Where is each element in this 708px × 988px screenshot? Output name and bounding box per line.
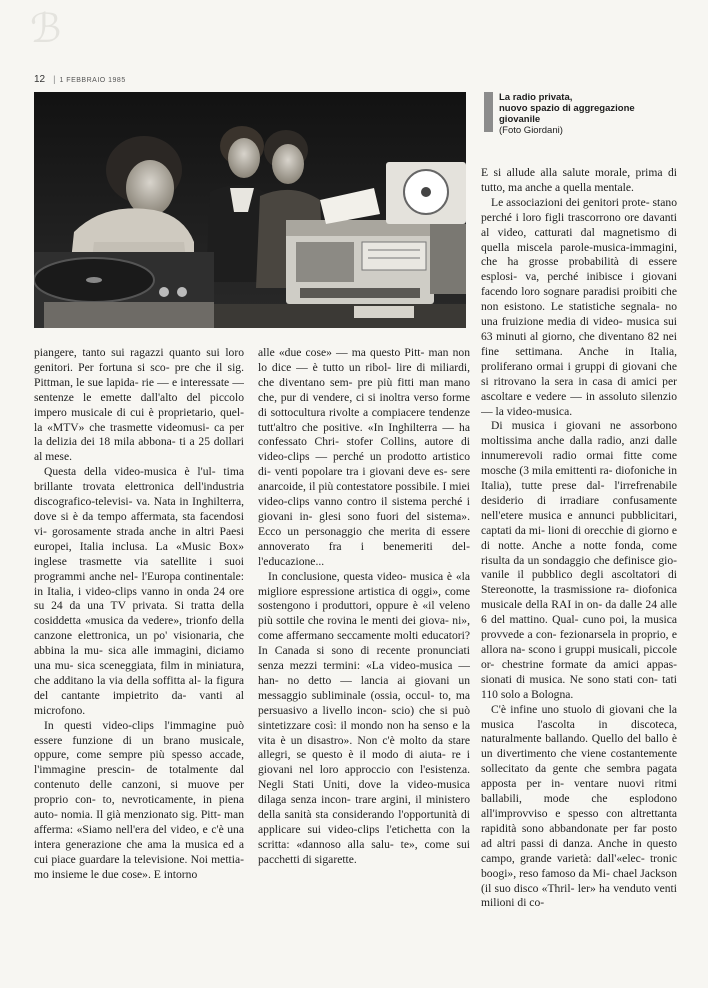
caption-text — [499, 92, 674, 136]
caption-title-line: giovanile — [499, 114, 541, 125]
paragraph: piangere, tanto sui ragazzi quanto sui loro genitori. Per fortuna si sco- pre che il sig. Pittman, le sue lapida- rie — e interessate — sentenze le emette dall'alto del piccolo impero musicale di cui è proprietario, quel- la «MTV» che trasmette videomusi- ca per la delizia dei 18 mila abbona- ti a 25 dollari al mese. — [34, 346, 244, 464]
caption-marker-bar — [484, 92, 493, 132]
photo-credit: (Foto Giordani) — [499, 125, 563, 136]
paragraph: Di musica i giovani ne assorbono moltissima anche dalla radio, anzi dalle innumerevoli radio ormai fitte come mosche (3 mila emittenti ra- diofoniche in Italia), tutte prese dal- l'irrefrenabile desiderio di irradiare confusamente nell'etere musica e annunci pubblicitari, captati da mi- lioni di orecchie di giorno e di notte. Anche a notte fonda, come risulta da un sondaggio che definisce gio- vanile il pubblico degli ascoltatori di Stereonotte, la trasmissione ra- diofonica musicale della RAI in on- da dalle 24 alle 6 del mattino. Qual- cuno poi, la musica provvede a con- fezionarsela in proprio, e allora na- scono i gruppi musicali, piccole or- chestrine formate da amici appas- sionati di musica. Ne sono stati con- tati 110 solo a Bologna. — [481, 419, 677, 701]
photo-caption — [484, 92, 674, 136]
text-column-3 — [481, 166, 677, 950]
photo-radio-youth-icon — [34, 92, 466, 328]
issue-date: 1 FEBBRAIO 1985 — [59, 77, 126, 84]
paragraph: Le associazioni dei genitori prote- stano perché i loro figli trascorrono ore davanti al video, catturati dal magnetismo di quella miscela parole-musica-immagini, che ha grosse probabilità di essere esplosi- va, perché inibisce i giovani facendo loro sognare paradisi proibiti che non esistono. Le statistiche segnala- no una fruizione media di video- musica sui 63 minuti al giorno, che diventano 82 nei fine settimana. Anche in Italia, proliferano ormai i gruppi di giovani che si ritrovano la sera in casa di amici per ascoltare e vedere — in assoluto silenzio — la video-musica. — [481, 195, 677, 418]
paragraph: C'è infine uno stuolo di giovani che la musica l'ascolta in discoteca, naturalmente ballando. Quello del ballo è un divertimento che viene costantemente sollecitato da gente che sembra pagata apposta per in- ventare nuovi ritmi ballabili, mode che esplodono all'improvviso e spesso con altrettanta rapidità sono abbandonate per far posto ad altri passi di danza. Anche in questo campo, grande varietà: dall'«elec- tronic boogi», reso famoso da Mi- chael Jackson (il suo disco «Thril- ler» ha venduto venti milioni di co- — [481, 702, 677, 910]
caption-title-line: nuovo spazio di aggregazione — [499, 103, 635, 114]
text-column-2 — [258, 346, 470, 950]
text-column-1 — [34, 346, 244, 950]
paragraph: In questi video-clips l'immagine può essere funzione di un brano musicale, oppure, come sempre più spesso accade, l'immagine prescin- de totalmente dal contenuto delle canzoni, si muove per proprio con- to, nevroticamente, in piena auto- nomia. Il già menzionato sig. Pitt- man afferma: «Siamo nell'era del video, e c'è una intera generazione che ama la musica ed a cui piace guardare la televisione. Noi mettia- mo insieme le due cose». E intorno — [34, 718, 244, 881]
page-header — [34, 74, 126, 85]
page-number: 12 — [34, 74, 46, 85]
paragraph: alle «due cose» — ma questo Pitt- man non lo dice — è tutto un ribol- lire di miliardi, che diventano sem- pre più fitti man mano che, pur di vendere, ci si inoltra verso forme di sottocultura rivolte a compiacere tendenze tutt'altro che positive. «In Inghilterra — ha confessato Chri- stofer Collins, autore di video-clips — perché un prodotto artistico di- venti popolare tra i giovani deve es- sere anarcoide, il più contestatore possibile. I miei video-clips vanno contro il sistema perché i giovani in- glesi sono fuori del sistema». Ecco un personaggio che merita di essere annoverato fra i benemeriti del- l'educazione... — [258, 346, 470, 568]
paragraph: Questa della video-musica è l'ul- tima brillante trovata elettronica dell'industria discografico-televisi- va. Nata in Inghilterra, dove si è da tempo affermata, sta facendosi vi- gorosamente strada anche in altri Paesi europei, Italia inclusa. La «Music Box» inglese trasmette via satellite i suoi programmi anche nel- l'Europa continentale: in Italia, i video-clips vanno in onda 24 ore su 24 da una TV privata. Si tratta della cosiddetta «musica da vedere», trionfo della canzone elettronica, un po' visionaria, che abbina la mu- sica alle immagini, diciamo una mu- sica sceneggiata, film in miniatura, che additano la via della soffitta al- la figura del cantante impietrito da- vanti al microfono. — [34, 465, 244, 717]
article-photo — [34, 92, 466, 328]
bleed-through-watermark: ℬ — [30, 6, 64, 52]
caption-title-line: La radio privata, — [499, 92, 573, 103]
paragraph: E si allude alla salute morale, prima di tutto, ma anche a quella mentale. — [481, 166, 677, 194]
header-separator: | — [53, 74, 56, 84]
paragraph: In conclusione, questa video- musica è «la migliore espressione artistica di oggi», come sostengono i produttori, oppure è «il veleno più sottile che rovina le menti dei giova- ni», come affermano seccamente molti educatori? In Canada si sono di recente pronunciati senza mezzi termini: «La video-musica — han- no detto — lancia ai giovani un messaggio subliminale (ossia, occul- to, ma persuasivo a livello incon- scio) che si può sintetizzare così: il mondo non ha senso e la vita è un disastro». Non c'è molto da stare allegri, se questo è il modo di aiuta- re i giovani nel loro approccio con l'esistenza. Negli Stati Uniti, dove la video-musica dilaga senza incon- trare argini, il ministero della sanità sta considerando l'opportunità di applicare sui video-clips l'etichetta con la scritta: «dannoso alla salu- te», come sui pacchetti di sigarette. — [258, 569, 470, 866]
